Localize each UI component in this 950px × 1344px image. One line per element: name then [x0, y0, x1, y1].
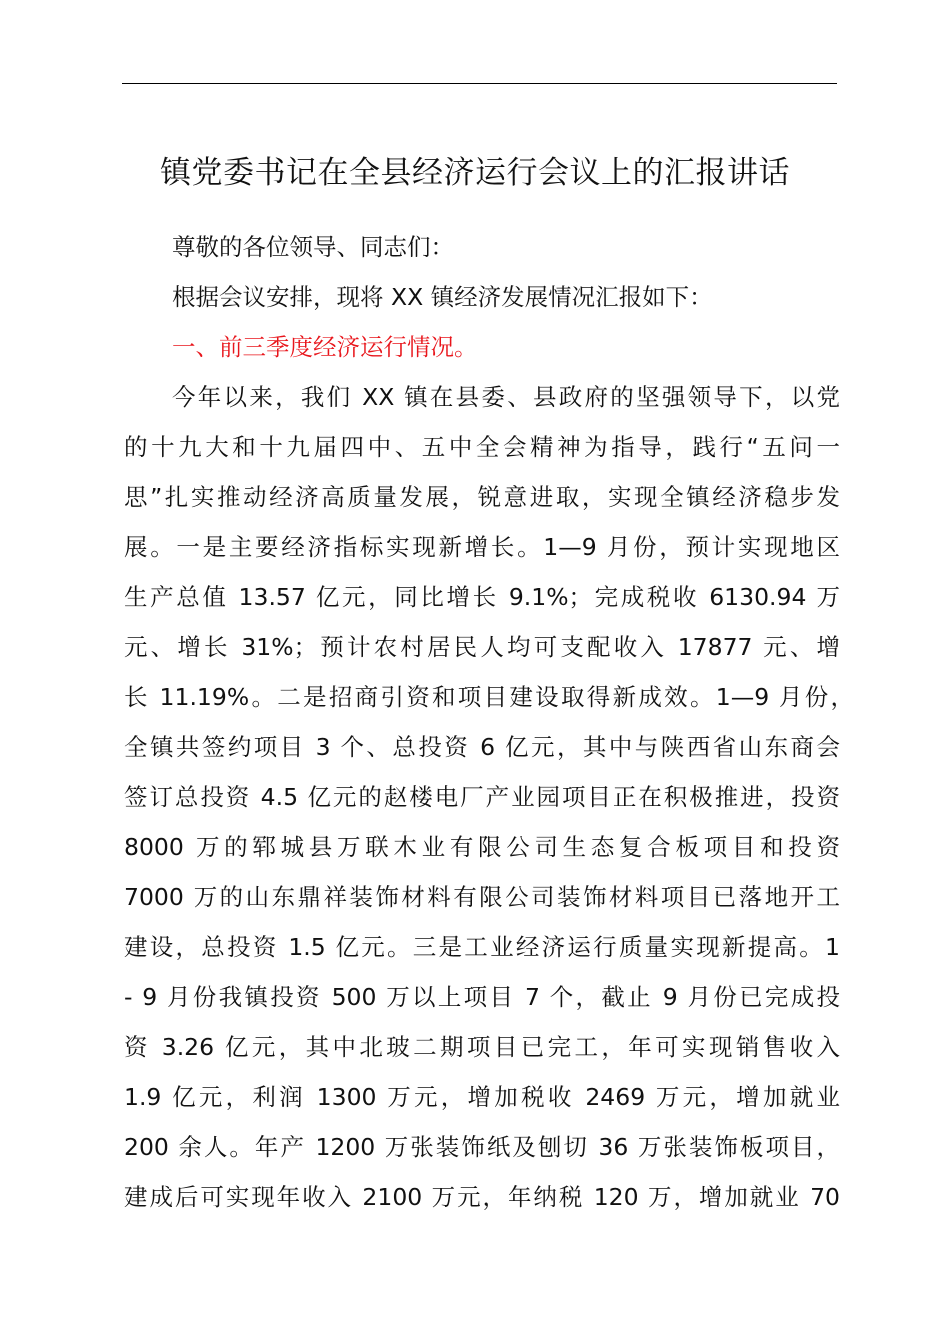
body-line: 资 3.26 亿元，其中北玻二期项目已完工，年可实现销售收入 — [124, 1033, 840, 1061]
section-heading: 一、前三季度经济运行情况。 — [172, 333, 478, 361]
body-line: 展。一是主要经济指标实现新增长。1—9 月份，预计实现地区 — [124, 533, 840, 561]
body-line: 建成后可实现年收入 2100 万元，年纳税 120 万，增加就业 70 — [124, 1183, 840, 1211]
body-line: 7000 万的山东鼎祥装饰材料有限公司装饰材料项目已落地开工 — [124, 883, 840, 911]
body-line: 生产总值 13.57 亿元，同比增长 9.1%；完成税收 6130.94 万 — [124, 583, 840, 611]
intro-paragraph: 根据会议安排，现将 XX 镇经济发展情况汇报如下： — [172, 283, 713, 311]
salutation: 尊敬的各位领导、同志们： — [172, 233, 454, 261]
body-line: 思”扎实推动经济高质量发展，锐意进取，实现全镇经济稳步发 — [124, 483, 840, 511]
body-line: 元、增长 31%；预计农村居民人均可支配收入 17877 元、增 — [124, 633, 840, 661]
body-line: 1.9 亿元，利润 1300 万元，增加税收 2469 万元，增加就业 — [124, 1083, 840, 1111]
body-line: 200 余人。年产 1200 万张装饰纸及刨切 36 万张装饰板项目， — [124, 1133, 840, 1161]
body-line: 8000 万的郓城县万联木业有限公司生态复合板项目和投资 — [124, 833, 840, 861]
body-line: 全镇共签约项目 3 个、总投资 6 亿元，其中与陕西省山东商会 — [124, 733, 840, 761]
body-line: 的十九大和十九届四中、五中全会精神为指导，践行“五问一 — [124, 433, 840, 461]
body-line: 长 11.19%。二是招商引资和项目建设取得新成效。1—9 月份， — [124, 683, 854, 711]
body-line: 建设，总投资 1.5 亿元。三是工业经济运行质量实现新提高。1 — [124, 933, 840, 961]
document-title: 镇党委书记在全县经济运行会议上的汇报讲话 — [160, 155, 790, 191]
body-line: 今年以来，我们 XX 镇在县委、县政府的坚强领导下，以党 — [172, 383, 840, 411]
header-rule — [122, 83, 837, 84]
body-line: - 9 月份我镇投资 500 万以上项目 7 个，截止 9 月份已完成投 — [124, 983, 840, 1011]
body-line: 签订总投资 4.5 亿元的赵楼电厂产业园项目正在积极推进，投资 — [124, 783, 840, 811]
